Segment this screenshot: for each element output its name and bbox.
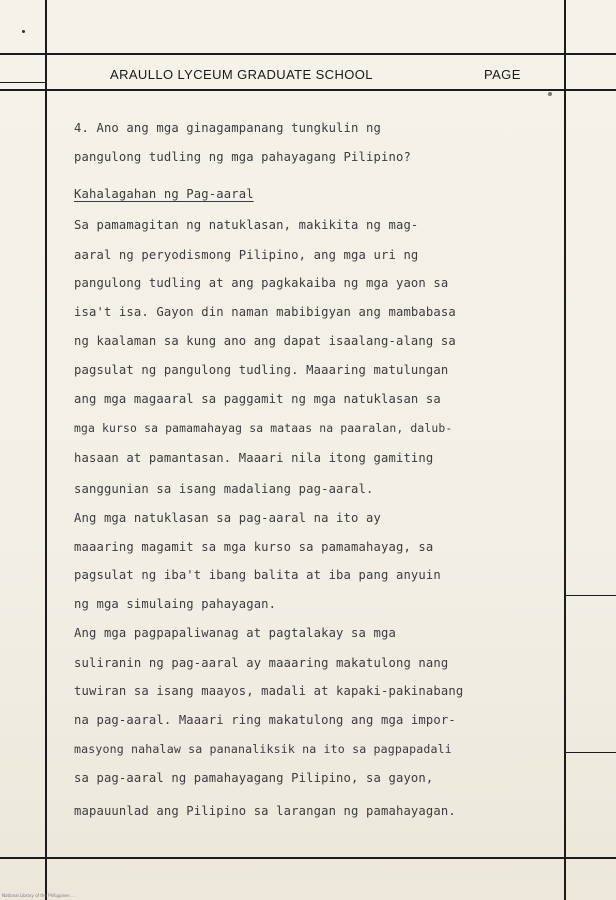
text-line: ang mga magaaral sa paggamit ng mga natuklasan sa bbox=[74, 392, 441, 406]
text-line: mga kurso sa pamamahayag sa mataas na paaralan, dalub- bbox=[74, 421, 453, 435]
text-line: pangulong tudling at ang pagkakaiba ng mga yaon sa bbox=[74, 276, 449, 290]
left-tab-line-1 bbox=[0, 82, 45, 83]
text-line: Sa pamamagitan ng natuklasan, makikita ng mag- bbox=[74, 218, 419, 232]
text-line: hasaan at pamantasan. Maaari nila itong gamiting bbox=[74, 451, 434, 465]
text-line: na pag-aaral. Maaari ring makatulong ang mga impor- bbox=[74, 713, 456, 727]
ink-speck bbox=[548, 92, 552, 96]
text-line: sanggunian sa isang madaliang pag-aaral. bbox=[74, 482, 374, 496]
bottom-border-line bbox=[0, 857, 616, 859]
text-line: masyong nahalaw sa pananaliksik na ito sa pagpapadali bbox=[74, 742, 452, 756]
ink-speck bbox=[22, 30, 25, 33]
text-line: suliranin ng pag-aaral ay maaaring makatulong nang bbox=[74, 656, 449, 670]
text-line: Ang mga natuklasan sa pag-aaral na ito ay bbox=[74, 511, 381, 525]
text-line: mapauunlad ang Pilipino sa larangan ng pamahayagan. bbox=[74, 804, 456, 818]
text-line: Ang mga pagpapaliwanag at pagtalakay sa mga bbox=[74, 626, 396, 640]
text-line: aaral ng peryodismong Pilipino, ang mga uri ng bbox=[74, 248, 419, 262]
right-margin-line bbox=[564, 0, 566, 900]
top-border-line bbox=[0, 53, 616, 55]
section-heading: Kahalagahan ng Pag-aaral bbox=[74, 187, 254, 201]
text-line: ng mga simulaing pahayagan. bbox=[74, 597, 277, 611]
text-line: 4. Ano ang mga ginagampanang tungkulin ng bbox=[74, 121, 381, 135]
text-line: isa't isa. Gayon din naman mabibigyan ang mambabasa bbox=[74, 305, 456, 319]
text-line: sa pag-aaral ng pamahayagang Pilipino, sa gayon, bbox=[74, 771, 434, 785]
left-margin-line bbox=[45, 0, 47, 900]
page-label: PAGE bbox=[484, 67, 521, 82]
text-line: tuwiran sa isang maayos, madali at kapaki-pakinabang bbox=[74, 684, 464, 698]
footer-source-note: National Library of the Philippines ... bbox=[2, 893, 75, 898]
right-tab-line-2 bbox=[566, 752, 616, 753]
text-line: pangulong tudling ng mga pahayagang Pilipino? bbox=[74, 150, 411, 164]
right-tab-line-1 bbox=[566, 595, 616, 596]
school-header-title: ARAULLO LYCEUM GRADUATE SCHOOL bbox=[110, 67, 373, 82]
text-line: pagsulat ng iba't ibang balita at iba pang anyuin bbox=[74, 568, 441, 582]
header-rule bbox=[0, 89, 616, 91]
text-line: pagsulat ng pangulong tudling. Maaaring matulungan bbox=[74, 363, 449, 377]
text-line: ng kaalaman sa kung ano ang dapat isaalang-alang sa bbox=[74, 334, 456, 348]
text-line: maaaring magamit sa mga kurso sa pamamahayag, sa bbox=[74, 540, 434, 554]
